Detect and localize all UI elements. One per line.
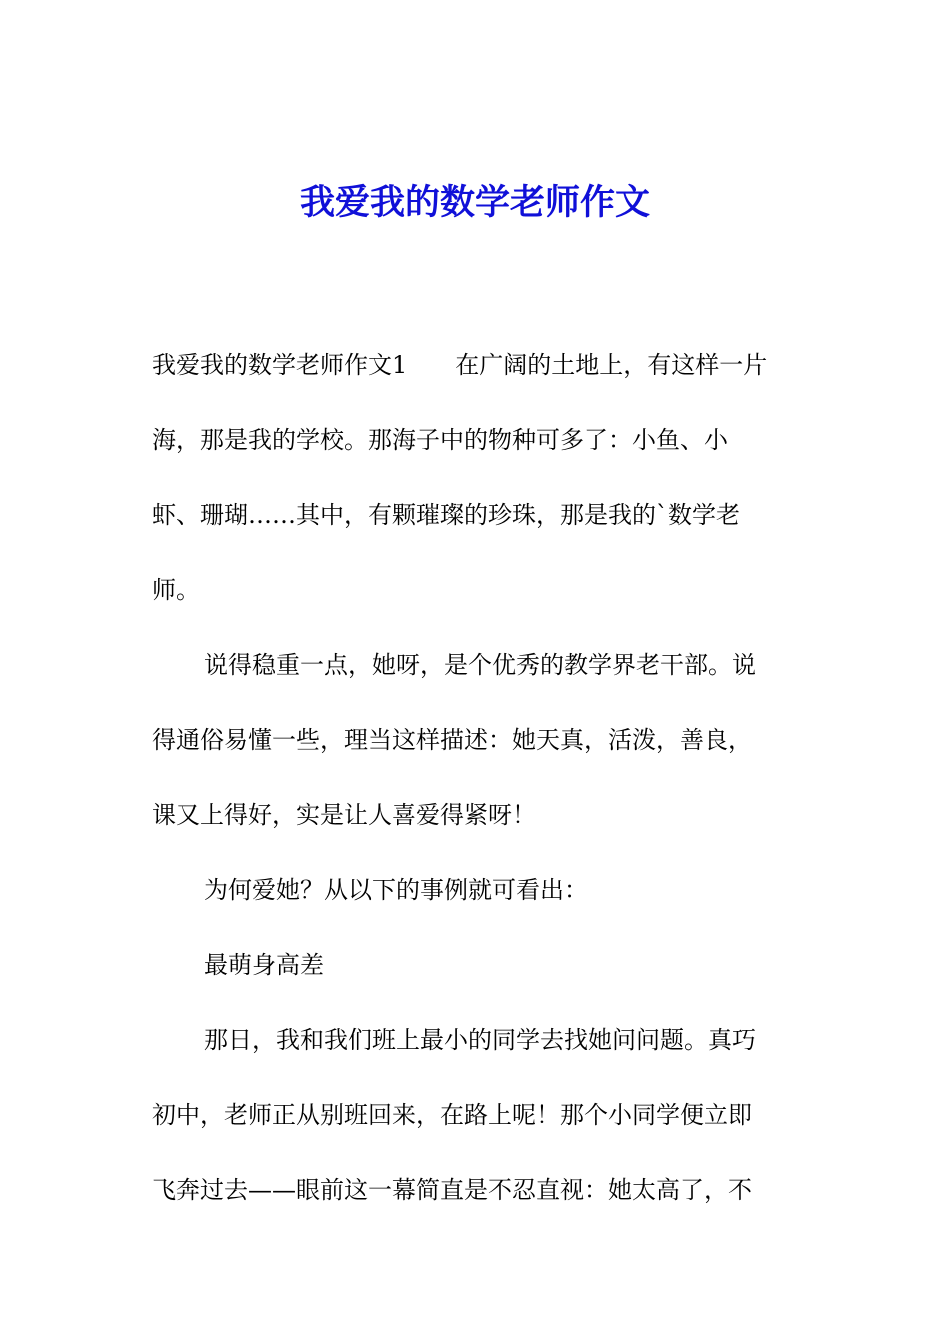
text-line: 初中，老师正从别班回来，在路上呢！那个小同学便立即 bbox=[152, 1101, 752, 1129]
text-line: 得通俗易懂一些，理当这样描述：她天真，活泼，善良， bbox=[152, 726, 752, 754]
text-line: 那日，我和我们班上最小的同学去找她问问题。真巧 bbox=[204, 1026, 756, 1054]
paragraph-3 bbox=[152, 853, 812, 928]
text-line: 课又上得好，实是让人喜爱得紧呀！ bbox=[152, 801, 536, 829]
text-line: 为何爱她？从以下的事例就可看出： bbox=[204, 876, 588, 904]
text-line: 飞奔过去——眼前这一幕简直是不忍直视：她太高了，不 bbox=[152, 1176, 752, 1204]
paragraph-1 bbox=[152, 328, 812, 628]
text-line: 师。 bbox=[152, 576, 200, 604]
paragraph-5 bbox=[152, 1003, 812, 1228]
text-line: 海，那是我的学校。那海子中的物种可多了：小鱼、小 bbox=[152, 426, 728, 454]
paragraph-4 bbox=[152, 928, 812, 1003]
text-line bbox=[152, 328, 812, 403]
document-body bbox=[152, 328, 812, 1228]
text-line: 说得稳重一点，她呀，是个优秀的教学界老干部。说 bbox=[204, 651, 756, 679]
text-segment: 在广阔的土地上，有这样一片 bbox=[455, 351, 768, 379]
section-heading: 我爱我的数学老师作文1 bbox=[152, 351, 408, 379]
subheading: 最萌身高差 bbox=[204, 951, 324, 979]
paragraph-2 bbox=[152, 628, 812, 853]
document-title: 我爱我的数学老师作文 bbox=[299, 182, 650, 223]
text-line: 虾、珊瑚……其中，有颗璀璨的珍珠，那是我的`数学老 bbox=[152, 501, 740, 529]
